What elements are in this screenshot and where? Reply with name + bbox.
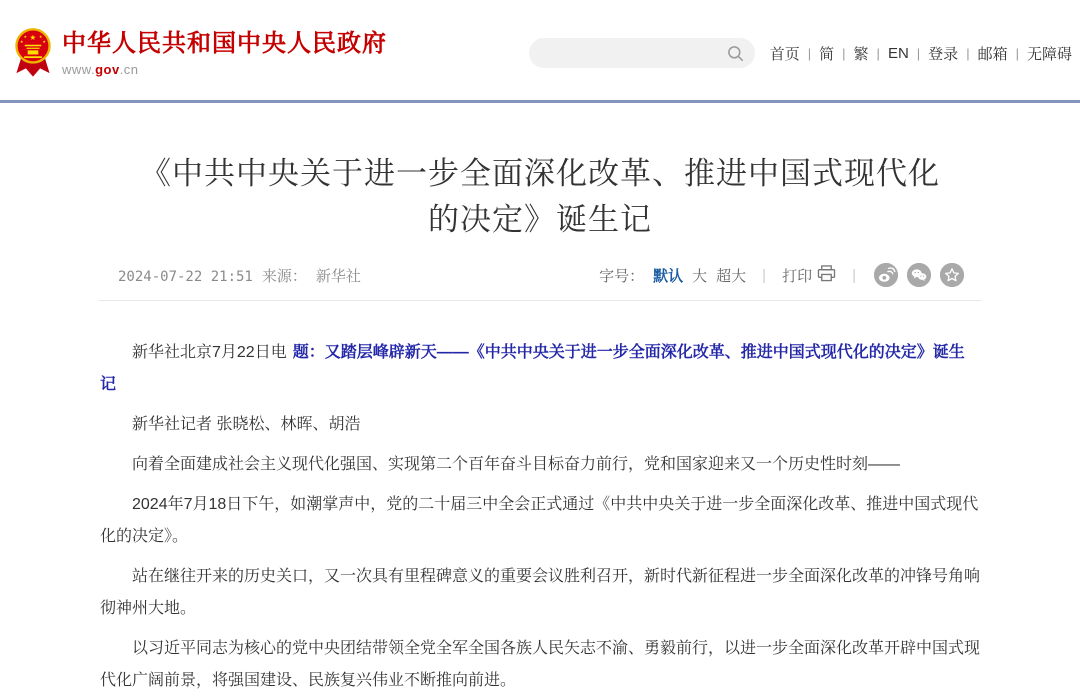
search-input[interactable] bbox=[543, 44, 727, 62]
svg-text:★: ★ bbox=[38, 34, 43, 40]
toolbar-separator: | bbox=[852, 266, 856, 284]
nav-mailbox[interactable]: 邮箱 bbox=[977, 45, 1008, 63]
nav-separator: | bbox=[807, 45, 812, 61]
favorite-button[interactable] bbox=[940, 263, 964, 287]
article-paragraph: 站在继往开来的历史关口，又一次具有里程碑意义的重要会议胜利召开，新时代新征程进一步全面深化改革的冲锋号角响彻神州大地。 bbox=[100, 568, 981, 617]
svg-text:★: ★ bbox=[19, 38, 24, 44]
nav-separator: | bbox=[966, 45, 970, 61]
article-title bbox=[98, 151, 982, 243]
print-button[interactable]: 打印 bbox=[782, 265, 836, 286]
article-toolbar bbox=[599, 263, 964, 287]
svg-text:★: ★ bbox=[29, 33, 37, 42]
article-paragraph: 向着全面建成社会主义现代化强国、实现第二个百年奋斗目标奋力前行，党和国家迎来又一个历史性时刻—— bbox=[132, 456, 901, 473]
article-title-line1: 《中共中央关于进一步全面深化改革、推进中国式现代化 bbox=[140, 156, 940, 191]
site-url: www.gov.cn bbox=[62, 61, 139, 77]
nav-separator: | bbox=[842, 45, 846, 61]
nav-home[interactable]: 首页 bbox=[769, 45, 800, 63]
article-body bbox=[98, 301, 982, 697]
article-meta-left bbox=[118, 265, 361, 286]
nav-login[interactable]: 登录 bbox=[928, 45, 959, 63]
site-logo-link[interactable] bbox=[14, 27, 387, 79]
national-emblem-icon bbox=[14, 27, 52, 79]
article-title-line2: 的决定》诞生记 bbox=[428, 202, 652, 237]
toolbar-separator: | bbox=[762, 266, 767, 284]
nav-separator: | bbox=[916, 45, 921, 61]
source-link[interactable]: 新华社 bbox=[315, 267, 361, 285]
header-divider bbox=[0, 100, 1080, 103]
weibo-icon bbox=[874, 263, 898, 287]
search-box[interactable] bbox=[529, 38, 755, 68]
publish-date: 2024-07-22 21:51 bbox=[118, 268, 253, 285]
article-paragraph: 以习近平同志为核心的党中央团结带领全党全军全国各族人民矢志不渝、勇毅前行，以进一步全面深化改革开辟中国式现代化广阔前景，将强国建设、民族复兴伟业不断推向前进。 bbox=[100, 640, 981, 689]
lead-headline: 题：又踏层峰辟新天——《中共中央关于进一步全面深化改革、推进中国式现代化的决定》诞生记 bbox=[100, 344, 965, 393]
font-size-label: 字号： bbox=[599, 267, 645, 285]
share-wechat-button[interactable] bbox=[907, 263, 931, 287]
share-weibo-button[interactable] bbox=[874, 263, 898, 287]
article-meta-row bbox=[98, 263, 982, 301]
article-paragraph: 新华社记者 张晓松、林晖、胡浩 bbox=[132, 416, 361, 433]
nav-separator: | bbox=[876, 45, 880, 61]
font-size-large-button[interactable]: 大 bbox=[692, 267, 708, 285]
source-label: 来源： bbox=[261, 267, 307, 285]
dateline: 新华社北京7月22日电 bbox=[132, 344, 287, 361]
site-logo-text bbox=[62, 30, 387, 77]
site-title: 中华人民共和国中央人民政府 bbox=[62, 29, 387, 57]
nav-english[interactable]: EN bbox=[887, 44, 909, 62]
nav-traditional-chinese[interactable]: 繁 bbox=[853, 45, 869, 63]
svg-text:★: ★ bbox=[23, 34, 28, 40]
top-nav bbox=[770, 43, 1074, 64]
nav-accessibility[interactable]: 无障碍 bbox=[1026, 45, 1072, 63]
article-page bbox=[98, 151, 982, 697]
share-group bbox=[874, 263, 964, 287]
wechat-icon bbox=[907, 263, 931, 287]
svg-text:★: ★ bbox=[42, 38, 47, 44]
font-size-default-button[interactable]: 默认 bbox=[653, 267, 684, 285]
nav-separator: | bbox=[1015, 45, 1019, 61]
site-header bbox=[0, 0, 1080, 100]
printer-icon bbox=[817, 265, 836, 286]
search-icon[interactable] bbox=[727, 45, 744, 62]
star-icon bbox=[940, 263, 964, 287]
article-lead-paragraph bbox=[100, 337, 980, 401]
article-paragraph: 2024年7月18日下午，如潮掌声中，党的二十届三中全会正式通过《中共中央关于进一步全面深化改革、推进中国式现代化的决定》。 bbox=[100, 496, 979, 545]
nav-simplified-chinese[interactable]: 简 bbox=[819, 45, 835, 63]
font-size-xlarge-button[interactable]: 超大 bbox=[716, 267, 747, 285]
